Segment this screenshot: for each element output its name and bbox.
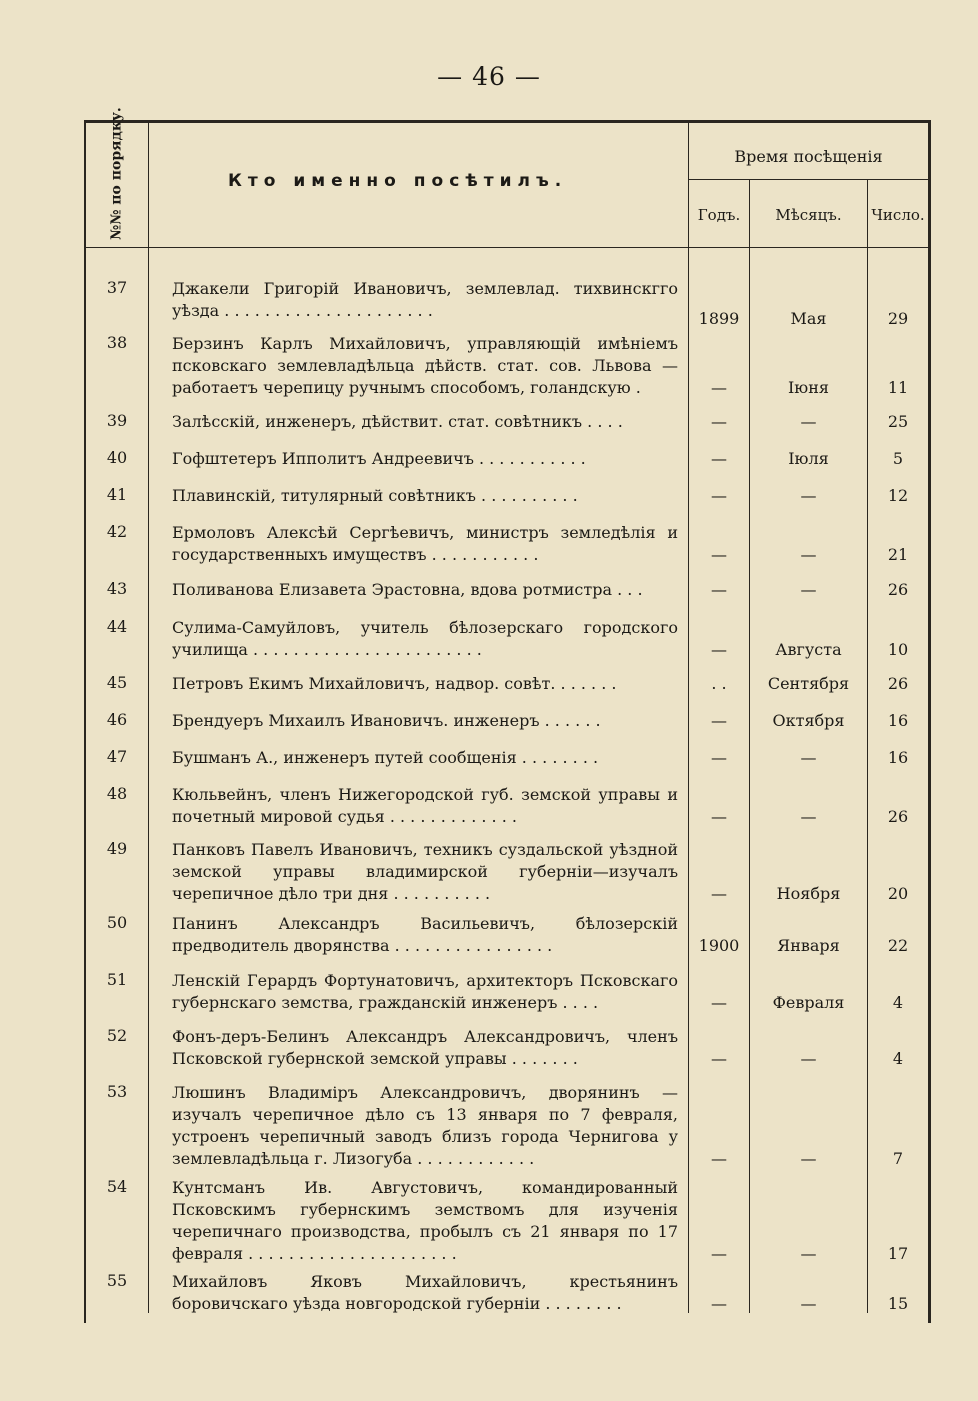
visit-day: 4 (892, 993, 904, 1012)
table-row (86, 579, 928, 601)
table-row (86, 1271, 928, 1315)
visit-year: — (711, 486, 727, 505)
visit-month: Мая (790, 309, 827, 328)
visit-year: — (711, 993, 727, 1012)
visit-day: 25 (887, 412, 909, 431)
table-row (86, 784, 928, 828)
visit-month: Сентября (767, 674, 850, 693)
visit-month: Октября (772, 711, 845, 730)
visit-year: — (711, 1244, 727, 1263)
visit-month: Ноября (776, 884, 841, 903)
table-row (86, 448, 928, 470)
table-row (86, 747, 928, 769)
visit-month: — (800, 1149, 817, 1168)
visit-day: 17 (887, 1244, 909, 1263)
header-visit-time: Время посѣщенія (689, 123, 928, 180)
visit-month: Августа (775, 640, 842, 659)
visitor-description: Ермоловъ Алексѣй Сергѣевичъ, министръ земледѣлія и государственныхъ имуществъ . . . . . . . . . . . (172, 523, 678, 564)
row-number: 54 (106, 1177, 128, 1196)
header-month: Мѣсяцъ. (750, 180, 868, 247)
header-number-label: №№ по порядку. (108, 107, 125, 240)
visitor-description: Панинъ Александръ Васильевичъ, бѣлозерскій предводитель дворянства . . . . . . . . . . . . . . . . (172, 914, 678, 955)
visit-year: 1899 (698, 309, 740, 328)
visit-day: 10 (887, 640, 909, 659)
table-header (86, 107, 928, 248)
visitor-description: Бушманъ А., инженеръ путей сообщенія . . . . . . . . (172, 748, 599, 767)
visit-month: Іюня (787, 378, 829, 397)
visit-year: — (711, 1049, 727, 1068)
visitor-description: Берзинъ Карлъ Михайловичъ, управляющій имѣніемъ псковскаго землевладѣльца дѣйств. стат. сов. Львова — работаетъ черепицу ручнымъ способомъ, голандскую . (172, 334, 678, 397)
table-row (86, 485, 928, 507)
visit-month: — (800, 580, 817, 599)
row-number: 46 (106, 710, 128, 729)
row-number: 45 (106, 673, 128, 692)
visit-year: — (711, 580, 727, 599)
visit-day: 4 (892, 1049, 904, 1068)
visit-month: — (800, 748, 817, 767)
table-row (86, 970, 928, 1014)
table-row (86, 1177, 928, 1265)
visitor-description: Плавинскій, титулярный совѣтникъ . . . . . . . . . . (172, 486, 578, 505)
page-number: — 46 — (437, 62, 541, 91)
row-number: 38 (106, 333, 128, 352)
row-number: 44 (106, 617, 128, 636)
row-number: 49 (106, 839, 128, 858)
row-number: 37 (106, 278, 128, 297)
row-number: 47 (106, 747, 128, 766)
table-row (86, 839, 928, 905)
visit-month: Іюля (788, 449, 829, 468)
visitor-description: Гофштетеръ Ипполитъ Андреевичъ . . . . . . . . . . . (172, 449, 586, 468)
visit-month: — (800, 1294, 817, 1313)
visit-day: 29 (887, 309, 909, 328)
visit-day: 5 (892, 449, 904, 468)
visitor-description: Люшинъ Владиміръ Александровичъ, дворянинъ —изучалъ черепичное дѣло съ 13 января по 7 февраля, устроенъ черепичный заводъ близъ города Чернигова у землевладѣльца г. Лизогуба . . . . . . . . . . . . (172, 1083, 678, 1168)
visit-year: — (711, 711, 727, 730)
header-year: Годъ. (689, 180, 750, 247)
header-who-label: Кто именно посѣтилъ. (228, 171, 568, 191)
visit-year: — (711, 884, 727, 903)
table-row (86, 710, 928, 732)
visit-year: — (711, 412, 727, 431)
visitors-table (84, 107, 931, 1323)
visitor-description: Сулима-Самуйловъ, учитель бѣлозерскаго городского училища . . . . . . . . . . . . . . . . . . . . . . . (172, 618, 678, 659)
row-number: 50 (106, 913, 128, 932)
table-row (86, 1082, 928, 1170)
row-number: 39 (106, 411, 128, 430)
table-row (86, 673, 928, 695)
header-day: Число. (871, 206, 925, 224)
visit-month: — (800, 412, 817, 431)
table-row (86, 333, 928, 399)
visit-year: — (711, 748, 727, 767)
visitor-description: Михайловъ Яковъ Михайловичъ, крестьянинъ боровичскаго уѣзда новгородской губерніи . . . . . . . . (172, 1272, 678, 1313)
row-number: 52 (106, 1026, 128, 1045)
visitor-description: Панковъ Павелъ Ивановичъ, техникъ суздальской уѣздной земской управы владимирской губерніи—изучалъ черепичное дѣло три дня . . . . . . . . . . (172, 840, 678, 903)
visit-year: 1900 (698, 936, 740, 955)
visitor-description: Поливанова Елизавета Эрастовна, вдова ротмистра . . . (172, 580, 643, 599)
table-row (86, 913, 928, 957)
visit-day: 7 (892, 1149, 904, 1168)
visit-month: — (800, 1049, 817, 1068)
visit-day: 16 (887, 711, 909, 730)
visit-year: — (711, 545, 727, 564)
visit-day: 11 (887, 378, 909, 397)
visit-day: 26 (887, 807, 909, 826)
visit-year: — (711, 1149, 727, 1168)
table-row (86, 1026, 928, 1070)
visit-month: — (800, 1244, 817, 1263)
visit-month: Января (777, 936, 840, 955)
visit-day: 12 (887, 486, 909, 505)
visitor-description: Джакели Григорій Ивановичъ, землевлад. тихвинскгго уѣзда . . . . . . . . . . . . . . . . . . . . . (172, 279, 678, 320)
visit-year: — (711, 378, 727, 397)
visit-year: — (711, 1294, 727, 1313)
row-number: 43 (106, 579, 128, 598)
table-row (86, 411, 928, 433)
row-number: 53 (106, 1082, 128, 1101)
row-number: 48 (106, 784, 128, 803)
table-row (86, 278, 928, 330)
visitor-description: Залѣсскій, инженеръ, дѣйствит. стат. совѣтникъ . . . . (172, 412, 623, 431)
visit-month: — (800, 486, 817, 505)
visit-day: 22 (887, 936, 909, 955)
header-who-column (148, 123, 689, 247)
visitor-description: Кюльвейнъ, членъ Нижегородской губ. земской управы и почетный мировой судья . . . . . . . . . . . . . (172, 785, 678, 826)
visit-day: 21 (887, 545, 909, 564)
visitor-description: Брендуеръ Михаилъ Ивановичъ. инженеръ . . . . . . (172, 711, 601, 730)
visitor-description: Ленскій Герардъ Фортунатовичъ, архитекторъ Псковскаго губернскаго земства, гражданскій инженеръ . . . . (172, 971, 678, 1012)
row-number: 55 (106, 1271, 128, 1290)
row-number: 42 (106, 522, 128, 541)
header-number-column (86, 107, 149, 247)
visit-month: Февраля (772, 993, 845, 1012)
visitor-description: Петровъ Екимъ Михайловичъ, надвор. совѣт. . . . . . . (172, 674, 617, 693)
visitor-description: Кунтсманъ Ив. Августовичъ, командированный Псковскимъ губернскимъ земствомъ для изученія черепичнаго производства, пробылъ съ 21 января по 17 февраля . . . . . . . . . . . . . . . . . . . . . (172, 1178, 678, 1263)
row-number: 51 (106, 970, 128, 989)
visit-day: 26 (887, 580, 909, 599)
visit-year: — (711, 807, 727, 826)
visit-year: — (711, 449, 727, 468)
visit-year: — (711, 640, 727, 659)
visitor-description: Фонъ-деръ-Белинъ Александръ Александровичъ, членъ Псковской губернской земской управы . . . . . . . (172, 1027, 678, 1068)
visit-day: 20 (887, 884, 909, 903)
row-number: 40 (106, 448, 128, 467)
visit-month: — (800, 807, 817, 826)
visit-day: 15 (887, 1294, 909, 1313)
visit-day: 16 (887, 748, 909, 767)
visit-day: 26 (887, 674, 909, 693)
row-number: 41 (106, 485, 128, 504)
table-row (86, 617, 928, 661)
visit-month: — (800, 545, 817, 564)
visit-year: . . (711, 674, 727, 693)
table-row (86, 522, 928, 566)
